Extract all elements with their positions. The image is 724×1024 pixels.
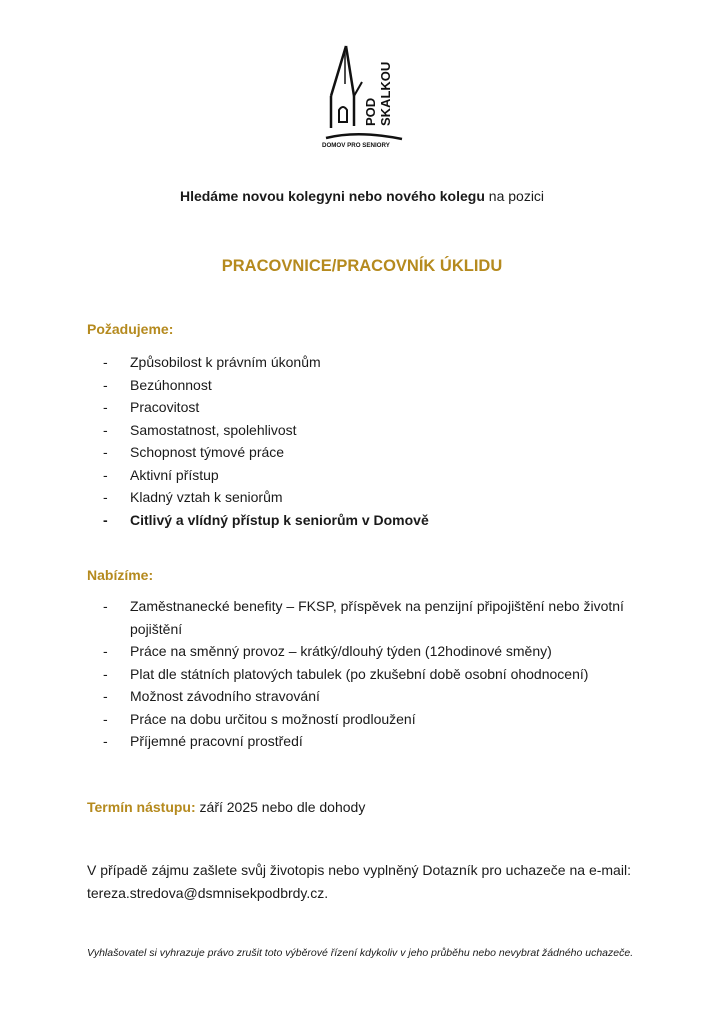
requirements-heading: Požadujeme: — [87, 321, 174, 337]
intro-bold: Hledáme novou kolegyni nebo nového kolegu — [179, 188, 485, 204]
start-label: Termín nástupu: — [87, 799, 196, 815]
list-item: - Práce na dobu určitou s možností prodloužení — [103, 710, 416, 727]
logo-subtitle: DOMOV PRO SENIORY — [322, 142, 390, 148]
offers-heading: Nabízíme: — [87, 567, 154, 583]
list-item: - Pracovitost — [103, 399, 200, 415]
disclaimer: Vyhlašovatel si vyhrazuje právo zrušit toto výběrové řízení kdykoliv v jeho průběhu nebo nevybrat žádného uchazeče. — [87, 947, 634, 959]
list-item: - Plat dle státních platových tabulek (po zkušební době osobní ohodnocení) — [103, 665, 589, 682]
list-item: - Způsobilost k právním úkonům — [103, 354, 321, 370]
list-item: - Zaměstnanecké benefity – FKSP, příspěvek na penzijní připojištění nebo životní pojištění — [103, 598, 624, 637]
list-item: - Schopnost týmové práce — [103, 444, 285, 460]
logo — [318, 44, 410, 148]
offers-list — [103, 595, 663, 753]
requirements-list — [103, 351, 663, 531]
position-title: PRACOVNICE/PRACOVNÍK ÚKLIDU — [221, 257, 503, 275]
intro-line — [0, 186, 724, 206]
contact-paragraph: V případě zájmu zašlete svůj životopis nebo vyplněný Dotazník pro uchazeče na e-mail: tereza.stredova@dsmnisekpodbrdy.cz. — [87, 862, 631, 901]
list-item: - Příjemné pracovní prostředí — [103, 733, 303, 749]
list-item: - Kladný vztah k seniorům — [103, 489, 283, 505]
start-value: září 2025 nebo dle dohody — [195, 799, 366, 815]
list-item: - Práce na směnný provoz – krátký/dlouhý týden (12hodinové směny) — [103, 643, 552, 659]
list-item: - Možnost závodního stravování — [103, 688, 320, 704]
logo-name-line2: SKALKOU — [378, 61, 393, 126]
list-item: - Bezúhonnost — [103, 376, 212, 393]
start-date — [87, 797, 365, 817]
intro-rest: na pozici — [484, 188, 545, 204]
list-item: - Citlivý a vlídný přístup k seniorům v Domově — [103, 511, 429, 528]
list-item: - Samostatnost, spolehlivost — [103, 421, 297, 438]
church-logo-icon — [318, 44, 410, 148]
logo-name-line1: POD — [363, 97, 378, 126]
list-item: - Aktivní přístup — [103, 466, 219, 483]
